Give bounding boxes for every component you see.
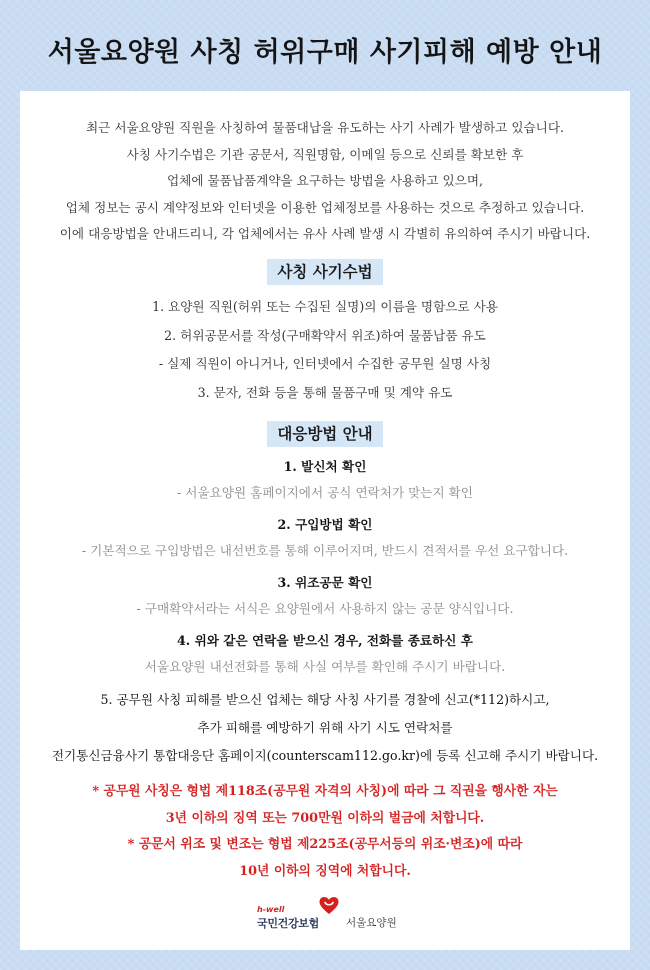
methods-heading-label: 사칭 사기수법 <box>267 259 382 285</box>
intro-line: 사칭 사기수법은 기관 공문서, 직원명함, 이메일 등으로 신뢰를 확보한 후 <box>126 146 524 162</box>
response-item5-line: 5. 공무원 사칭 피해를 받으신 업체는 해당 사칭 사기를 경찰에 신고(*112)하시고, <box>100 692 550 707</box>
nhis-logo <box>257 905 341 939</box>
intro-line: 최근 서울요양원 직원을 사칭하여 물품대납을 유도하는 사기 사례가 발생하고 있습니다. <box>86 120 564 135</box>
center-name: 서울요양원 <box>346 917 397 929</box>
nhis-name: 국민건강보험 <box>257 917 319 930</box>
notice-card <box>20 91 630 950</box>
methods-list <box>20 293 630 407</box>
response-heading <box>20 421 630 447</box>
response-item5-line: 추가 피해를 예방하기 위해 사기 시도 연락처를 <box>197 720 453 735</box>
nhis-tag: h-well <box>257 905 285 914</box>
intro-line: 업체에 물품납품계약을 요구하는 방법을 사용하고 있으며, <box>167 173 483 189</box>
response-item5-line: 전기통신금융사기 통합대응단 홈페이지(counterscam112.go.kr)에 등록 신고해 주시기 바랍니다. <box>51 748 599 763</box>
intro-line: 업체 정보는 공시 계약정보와 인터넷을 이용한 업체정보를 사용하는 것으로 추정하고 있습니다. <box>65 199 585 215</box>
warning-line: 10년 이하의 징역에 처합니다. <box>239 863 411 879</box>
response-heading-label: 대응방법 안내 <box>267 421 382 447</box>
warning-line: * 공무원 사칭은 형법 제118조(공무원 자격의 사칭)에 따라 그 직권을 행사한 자는 <box>92 784 558 799</box>
warning-line: 3년 이하의 징역 또는 700만원 이하의 벌금에 처합니다. <box>165 810 485 826</box>
legal-warnings <box>20 779 630 885</box>
response-item-desc: - 기본적으로 구입방법은 내선번호를 통해 이루어지며, 반드시 견적서를 우선 요구합니다. <box>81 543 569 558</box>
response-item-title: 4. 위와 같은 연락을 받으신 경우, 전화를 종료하신 후 <box>177 633 473 648</box>
response-list <box>20 454 630 770</box>
page-title: 서울요양원 사칭 허위구매 사기피해 예방 안내 <box>47 37 603 68</box>
response-item-desc: 서울요양원 내선전화를 통해 사실 여부를 확인해 주시기 바랍니다. <box>144 659 506 674</box>
method-item: - 실제 직원이 아니거나, 인터넷에서 수집한 공무원 실명 사칭 <box>158 356 492 372</box>
warning-line: * 공문서 위조 및 변조는 형법 제225조(공무서등의 위조·변조)에 따라 <box>127 837 523 852</box>
response-item-title: 2. 구입방법 확인 <box>277 517 373 532</box>
response-item-desc: - 서울요양원 홈페이지에서 공식 연락처가 맞는지 확인 <box>177 485 473 500</box>
method-item: 1. 요양원 직원(허위 또는 수집된 실명)의 이름을 명함으로 사용 <box>152 299 498 314</box>
response-item-desc: - 구매확약서라는 서식은 요양원에서 사용하지 않는 공문 양식입니다. <box>136 601 514 616</box>
method-item: 2. 허위공문서를 작성(구매확약서 위조)하여 물품납품 유도 <box>164 327 486 343</box>
response-item-title: 3. 위조공문 확인 <box>277 575 373 590</box>
heart-icon <box>318 895 340 917</box>
response-item-title: 1. 발신처 확인 <box>283 459 367 474</box>
intro-text <box>20 115 630 248</box>
intro-line: 이에 대응방법을 안내드리니, 각 업체에서는 유사 사례 발생 시 각별히 유의하여 주시기 바랍니다. <box>59 226 591 242</box>
footer-logos <box>20 905 630 941</box>
method-item: 3. 문자, 전화 등을 통해 물품구매 및 계약 유도 <box>197 384 453 400</box>
methods-heading <box>20 259 630 285</box>
